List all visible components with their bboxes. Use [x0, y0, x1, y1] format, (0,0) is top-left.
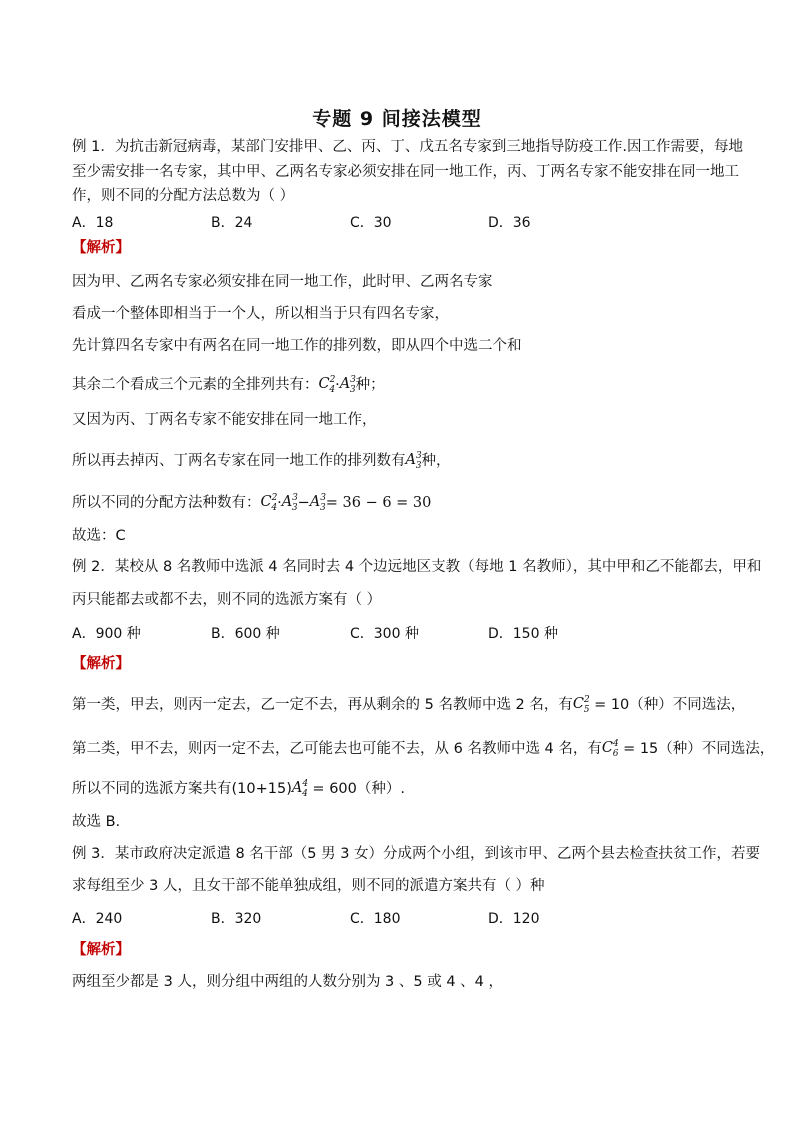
ex2-solution-line1: 第一类，甲去，则丙一定去，乙一定不去，再从剩余的 5 名教师中选 2 名，有$C^2_5 = 10$（种）不同选法， — [72, 690, 745, 720]
formula-c5-2: $C^2_5$ — [572, 695, 590, 715]
ex3-option-a: A．240 — [72, 911, 123, 927]
ex2-solution-line2: 第二类，甲不去，则丙一定不去，乙可能去也可能不去，从 6 名教师中选 4 名，有$C^4_6 = 15$（种）不同选法， — [72, 734, 774, 764]
ex1-option-c: C．30 — [350, 215, 392, 231]
formula-a3-3d: $A^3_3$ — [309, 493, 327, 513]
ex1-solution-heading: 【解析】 — [72, 240, 130, 256]
ex1-question-line2: 至少需安排一名专家，其中甲、乙两名专家必须安排在同一地工作，丙、丁两名专家不能安排在同一地工 — [72, 164, 739, 180]
ex3-solution-heading: 【解析】 — [72, 942, 130, 958]
ex3-option-d: D．120 — [488, 911, 540, 927]
ex2-solution-heading: 【解析】 — [72, 656, 130, 672]
ex2-answer: 故选 B. — [72, 814, 121, 830]
ex1-option-b: B．24 — [211, 215, 253, 231]
ex1-solution-line7: 所以不同的分配方法种数有：$C^2_4\cdot A^3_3-A^3_3= 36 - 6 = 30$ — [72, 488, 431, 518]
formula-a3-3c: $A^3_3$ — [281, 493, 298, 513]
ex1-solution-line4: 其余二个看成三个元素的全排列共有：$C^2_4\cdot A^3_3$种； — [72, 370, 385, 400]
ex1-solution-line2: 看成一个整体即相当于一个人，所以相当于只有四名专家， — [72, 306, 449, 322]
formula-a4-4: $A^4_4$ — [291, 779, 309, 799]
ex1-solution-line6: 所以再去掉丙、丁两名专家在同一地工作的排列数有$A^3_3$种， — [72, 446, 450, 476]
ex1-solution-line3: 先计算四名专家中有两名在同一地工作的排列数，即从四个中选二个和 — [72, 338, 522, 354]
ex2-option-c: C．300 种 — [350, 626, 419, 642]
ex1-answer: 故选：C — [72, 528, 126, 544]
ex1-question-line3: 作，则不同的分配方法总数为（ ） — [72, 188, 295, 204]
ex2-option-a: A．900 种 — [72, 626, 141, 642]
formula-c6-4: $C^4_6$ — [601, 739, 619, 759]
ex1-solution-line5: 又因为丙、丁两名专家不能安排在同一地工作， — [72, 412, 377, 428]
ex2-solution-line3: 所以不同的选派方案共有$(10+15)A^4_4 = 600$（种）. — [72, 774, 405, 804]
formula-a3-3b: $A^3_3$ — [405, 451, 422, 471]
ex2-option-b: B．600 种 — [211, 626, 280, 642]
ex1-option-d: D．36 — [488, 215, 531, 231]
ex1-question-line1: 例 1．为抗击新冠病毒，某部门安排甲、乙、丙、丁、戊五名专家到三地指导防疫工作.因工作需要，每地 — [72, 139, 743, 155]
ex1-option-a: A．18 — [72, 215, 114, 231]
ex3-question-line2: 求每组至少 3 人，且女干部不能单独成组，则不同的派遣方案共有（ ）种 — [72, 878, 545, 894]
ex3-question-line1: 例 3．某市政府决定派遣 8 名干部（5 男 3 女）分成两个小组，到该市甲、乙两个县去检查扶贫工作，若要 — [72, 846, 761, 862]
ex2-option-d: D．150 种 — [488, 626, 558, 642]
formula-a3-3: $A^3_3$ — [339, 375, 356, 395]
ex3-option-b: B．320 — [211, 911, 262, 927]
ex2-question-line2: 丙只能都去或都不去，则不同的选派方案有（ ） — [72, 592, 382, 608]
formula-c4-2: $C^2_4$ — [318, 375, 336, 395]
ex1-s4-text: 其余二个看成三个元素的全排列共有： — [72, 376, 319, 393]
ex3-option-c: C．180 — [350, 911, 401, 927]
formula-c4-2b: $C^2_4$ — [260, 493, 278, 513]
ex3-solution-line1: 两组至少都是 3 人，则分组中两组的人数分别为 3 、5 或 4 、4 ， — [72, 974, 503, 990]
ex1-solution-line1: 因为甲、乙两名专家必须安排在同一地工作，此时甲、乙两名专家 — [72, 274, 493, 290]
ex2-question-line1: 例 2．某校从 8 名教师中选派 4 名同时去 4 个边远地区支教（每地 1 名教师），其中甲和乙不能都去，甲和 — [72, 559, 762, 575]
page-title: 专题 9 间接法模型 — [312, 108, 482, 130]
